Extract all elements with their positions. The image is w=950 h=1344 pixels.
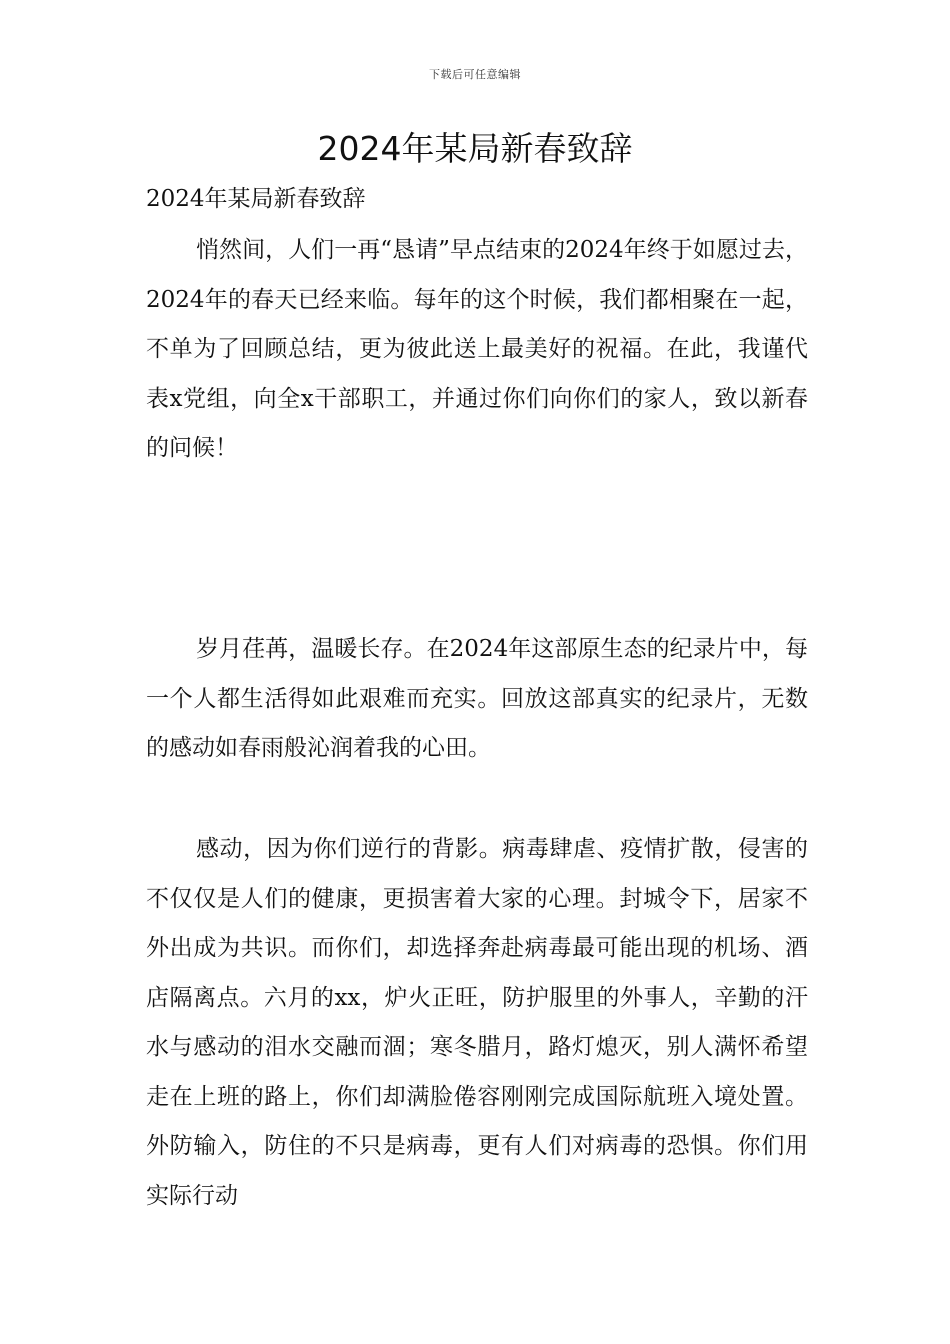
document-subtitle: 2024年某局新春致辞	[146, 186, 366, 212]
paragraph-gratitude: 感动，因为你们逆行的背影。病毒肆虐、疫情扩散，侵害的不仅仅是人们的健康，更损害着大家的心理。封城令下，居家不外出成为共识。而你们，却选择奔赴病毒最可能出现的机场、酒店隔离点。六月的xx，炉火正旺，防护服里的外事人，辛勤的汗水与感动的泪水交融而涸；寒冬腊月，路灯熄灭，别人满怀希望走在上班的路上，你们却满脸倦容刚刚完成国际航班入境处置。外防输入，防住的不只是病毒，更有人们对病毒的恐惧。你们用实际行动	[146, 836, 808, 1209]
header-note: 下载后可任意编辑	[429, 68, 521, 81]
paragraph-reflection: 岁月荏苒，温暖长存。在2024年这部原生态的纪录片中，每一个人都生活得如此艰难而充实。回放这部真实的纪录片，无数的感动如春雨般沁润着我的心田。	[146, 636, 808, 761]
document-title: 2024年某局新春致辞	[317, 129, 633, 168]
paragraph-greeting: 悄然间，人们一再“恳请”早点结束的2024年终于如愿过去，2024年的春天已经来临。每年的这个时候，我们都相聚在一起，不单为了回顾总结，更为彼此送上最美好的祝福。在此，我谨代表x党组，向全x干部职工，并通过你们向你们的家人，致以新春的问候！	[146, 237, 808, 461]
